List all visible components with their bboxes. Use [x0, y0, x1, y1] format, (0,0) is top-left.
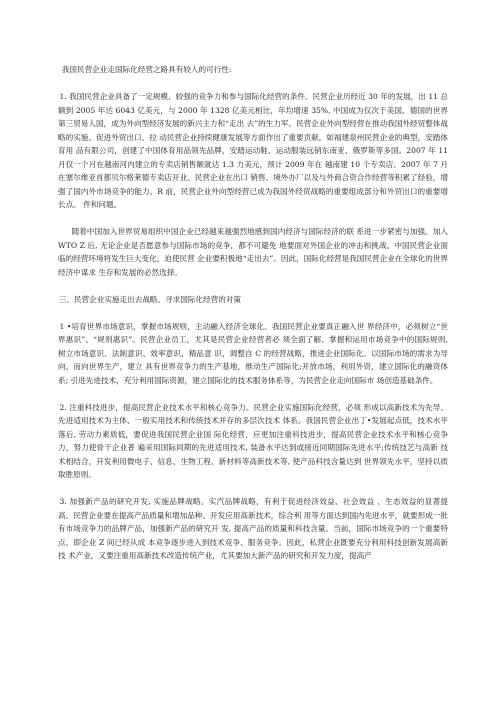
- intro-sentence: 我国民营企业走国际化经营之路具有较人的可行性:: [61, 65, 232, 74]
- measure-3-brand-strategy: 3. 加强新产品的研究开发, 实施品牌战略。实汽品牌战略，有利于促进经济效益、社会效益 、生态效益的显著提高。民营企业要在提高产品质量和增加品种、开发应用高新技术，综合利 用等方面达到国内先进水平，就要形成一批有市场竞争力的品牌产品，加强新产品的研究开 发, 提高产品的质量和科技含量。当前，国际市场竞争的一个重要特点，即企业 Z 间已经从成 本竞争逐步进入到技术竞争、服务竞争。因此，私营企业既要充分利用科技创新发展高新技 术产业，又要注重用高新技术改造传统产业，尤其要加大新产品的研究和开发力度，提高产: [58, 497, 448, 560]
- document-page: [58, 63, 448, 576]
- measure-2-technology-progress: 2. 注重科技进步，提高民营企业技术水平和核心竞争力。民营企业实施国际化经营，必须 形成以高新技术为先导、先进适用技术为主体、一般实用技术和传统技术并存的多层次技术 体系。我国民营企业出丁•发展起点低，技术水平落后, 劳动力素质低，要促进我国民营企业国 际化经营，应更加注重科技进步，提高民营企业技术水平和核心竞争力，努力使骨干企业普 遍采用国际同期的先进适用技术, 装备水平达到或接近同期国际先进水平;传统技艺与高新 技术相结合，开发利用微电子、信息、生物工程、新材料等高新技术等, 使产品科技含量达到 世界领先水平，坚持以质取胜原则。: [58, 402, 448, 479]
- paragraph-1-scale-and-competitiveness: 1. 我国民营企业具备了一定规模、较强的竞争力和参与国际化经营的条件。民营企业历经近 30 年的发展，出 11 总额到 2005 年达 6043 亿美元，与 2000 年 1328 亿美元相比，年均增速 35%, 中国成为仅次于美国、德国的世界第三贸易人国，成为外向型经济发展的新兴主力和“走出 去”的生力军。民营企业外向型经营在推动我国外经贸整体战略的实施、促进外贸出口、拉 动民营企业持续健康发展等方面作出了重要贡献。如福建泉州民营企业的典型，安踏体育用 品有限公司，创建了中国体育用品领先品牌，安踏运动鞋、运动服装远销东南亚、俄罗斯等多国。2007 年 11 月仅一个月在越南河内建立的专卖店销售额就达 1.3 力美元，预计 2009 年在 越南建 10 个专卖店。2007 年 7 月在塞尔维亚首都贝尔格莱德专卖店开业。民营企业在出口 销售、境外办厂以及与外商合资合作经营等积累了经验，增强了国内外市场竞争的能力。R 前，民营企业外向型经营已成为我国外经贸战略的重要组成部分和外贸出口的重要增长点。 件和问题。: [58, 92, 448, 209]
- paragraph-wto-accession: 随着中国加入世界贸易组织中国企业已经越来越强烈地感到国内经济与国际经济的联 系进一步紧密与加强。加入 WTO Z 后, 无论企业是否愿意参与国际市场的竞争，都不可避免 地要面对外国企业的冲击和挑战。中国民营企业面临的经营环境将发生巨大变化，迫使民营 企业要积极地“走出去”。因此，国际化经营是我国民营企业在全球化的世界经济中谋求 生存和发展的必然选择。: [58, 227, 448, 277]
- measure-1-market-awareness: 1 •培育世界市场意识，掌握市场规则，主动融入经济全球化。我国民营企业要真正融入世 界经济中，必须树立“世界惠识”、“规则惠识”。民营企业员工，尤其是民营企业经营者必 须全面了解、掌握和运用市场竞争中的国际规则, 树立市场意识、法制意识、效率意识、精品意 识，调整自 C 的经营战略，推进企业国际化。以国际市场的需求为导向，而向世界生产，建立 具有世界竞争力的生产基地，推动生产国际化;开放市场，利用外资，建立国际化的融资体系; 引进先进技术，充分利用国际资源，建立国际化的技术服务体系等，为民营企业走向国际市 场创造基础条件。: [58, 321, 448, 385]
- section-heading-3: 三、民营企业实施走出去战略、寻求国际化经营的对策: [58, 294, 241, 304]
